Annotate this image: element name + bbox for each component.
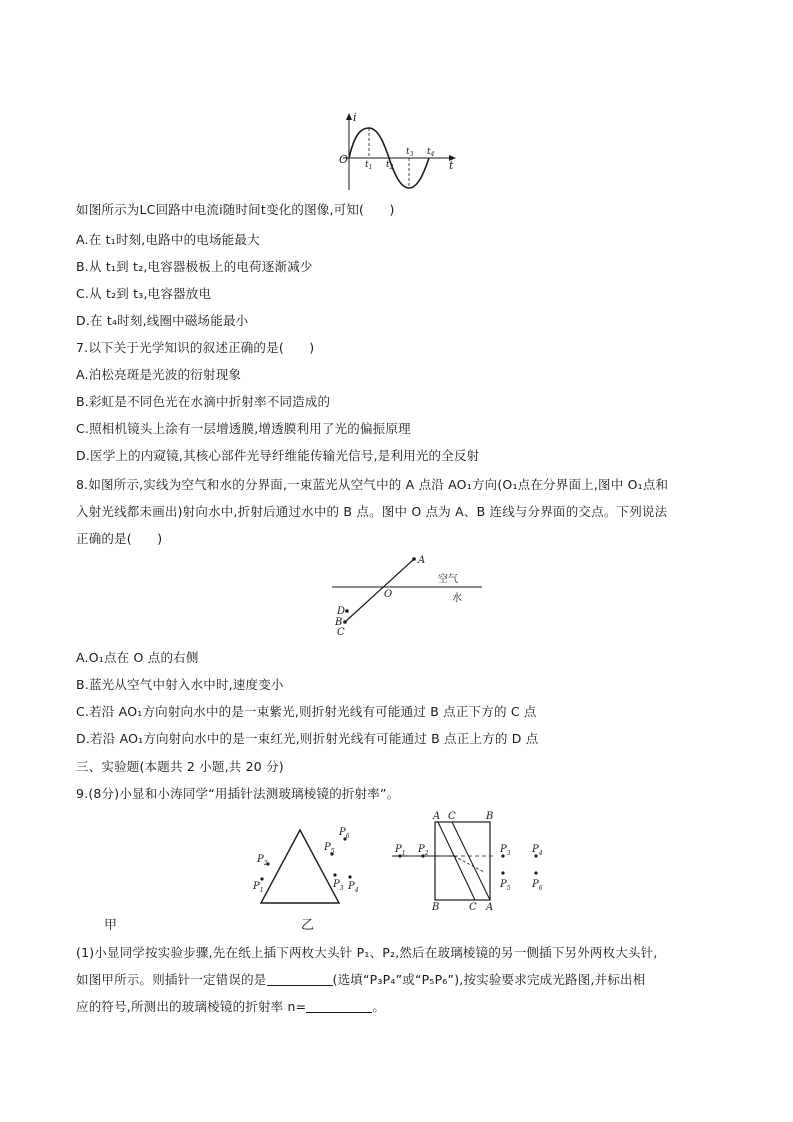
- answer-blank-1[interactable]: [267, 973, 333, 986]
- q7-option-a: A.泊松亮斑是光波的衍射现象: [76, 367, 242, 382]
- origin-label: O: [339, 153, 349, 166]
- q9-part1-line-3-text-b: 。: [372, 999, 386, 1014]
- figure-jia-triangle-prism: [250, 822, 370, 912]
- q9-part1-line-1: (1)小显同学按实验步骤,先在纸上插下两枚大头针 P₁、P₂,然后在玻璃棱镜的另一侧插下另外两枚大头针,: [76, 945, 658, 960]
- refraction-figure: [328, 552, 498, 642]
- point-a-label: A: [418, 555, 426, 566]
- point-b-dot: [343, 620, 347, 624]
- tick-t1: $t_1$: [365, 160, 373, 171]
- tick-t3: $t_3$: [406, 147, 414, 158]
- lc-current-graph: [335, 110, 465, 196]
- q9-part1-line-2-text-a: 如图甲所示。则插针一定错误的是: [76, 972, 267, 987]
- pin-p5-label: $P_5$: [324, 842, 335, 855]
- pin-p3-label: $P_3$: [333, 879, 344, 892]
- i-axis-label: i: [353, 111, 357, 124]
- pin-p1-dot: [260, 877, 263, 880]
- water-label: 水: [452, 593, 462, 604]
- q8-option-a: A.O₁点在 O 点的右侧: [76, 650, 199, 665]
- point-d-label: D: [337, 606, 346, 617]
- point-o-label: O: [384, 589, 393, 600]
- q7-stem: 7.以下关于光学知识的叙述正确的是( ): [76, 340, 315, 355]
- corner-c-top: C: [448, 811, 456, 822]
- yi-pin-p1-label: $P_1$: [395, 844, 406, 857]
- corner-b-bottom: B: [432, 902, 440, 913]
- corner-a-top: A: [433, 811, 441, 822]
- q8-stem-line-1: 8.如图所示,实线为空气和水的分界面,一束蓝光从空气中的 A 点沿 AO₁方向(O₁点在分界面上,图中 O₁点和: [76, 477, 669, 492]
- pin-p1-label: $P_1$: [253, 881, 264, 894]
- q8-option-b: B.蓝光从空气中射入水中时,速度变小: [76, 677, 284, 692]
- q7-option-d: D.医学上的内窥镜,其核心部件光导纤维能传输光信号,是利用光的全反射: [76, 448, 480, 463]
- corner-c-bottom: C: [469, 902, 477, 913]
- point-b-label: B: [335, 617, 343, 628]
- corner-a-bottom: A: [486, 902, 494, 913]
- point-a-dot: [412, 557, 416, 561]
- pin-p4-dot: [348, 875, 351, 878]
- diagonal-ac-1: [438, 822, 475, 900]
- triangle-prism: [261, 830, 339, 903]
- q8-stem-line-2: 入射光线都未画出)射向水中,折射后通过水中的 B 点。图中 O 点为 A、B 连线与分界面的交点。下列说法: [76, 504, 668, 519]
- q7-option-b: B.彩虹是不同色光在水滴中折射率不同造成的: [76, 394, 331, 409]
- answer-blank-2[interactable]: [306, 1000, 372, 1013]
- q6-option-b: B.从 t₁到 t₂,电容器极板上的电荷逐渐减少: [76, 259, 313, 274]
- figure-yi-rectangular-prism: [390, 810, 565, 913]
- pin-p3-dot: [333, 873, 336, 876]
- pin-p6-dot: [534, 871, 537, 874]
- yi-pin-p6-label: $P_6$: [532, 879, 543, 892]
- pin-p5-dot: [501, 871, 504, 874]
- yi-pin-p2-label: $P_2$: [418, 844, 429, 857]
- q6-option-c: C.从 t₂到 t₃,电容器放电: [76, 286, 212, 301]
- yi-pin-p3-label: $P_3$: [500, 844, 511, 857]
- t-axis-label: t: [449, 159, 454, 172]
- figure-yi-caption: 乙: [301, 918, 315, 933]
- yi-pin-p4-label: $P_4$: [532, 844, 543, 857]
- pin-p2-label: $P_2$: [257, 854, 268, 867]
- air-label: 空气: [438, 574, 458, 585]
- q9-part1-line-2-text-b: (选填“P₃P₄”或“P₅P₆”),按实验要求完成光路图,并标出相: [332, 972, 646, 987]
- pin-p4-label: $P_4$: [348, 881, 359, 894]
- corner-b-top: B: [486, 811, 494, 822]
- diagonal-ac-2: [452, 822, 490, 900]
- tick-t4: $t_4$: [427, 147, 435, 158]
- q6-stem: 如图所示为LC回路中电流i随时间t变化的图像,可知( ): [76, 202, 395, 217]
- q9-stem: 9.(8分)小显和小涛同学“用插针法测玻璃棱镜的折射率”。: [76, 786, 400, 801]
- q6-option-a: A.在 t₁时刻,电路中的电场能最大: [76, 232, 260, 247]
- q8-option-c: C.若沿 AO₁方向射向水中的是一束紫光,则折射光线有可能通过 B 点正下方的 C 点: [76, 704, 537, 719]
- line-ab: [345, 559, 414, 622]
- point-d-dot: [345, 609, 349, 613]
- q9-part1-line-3-text-a: 应的符号,所测出的玻璃棱镜的折射率 n=: [76, 999, 307, 1014]
- q6-option-d: D.在 t₄时刻,线圈中磁场能最小: [76, 313, 249, 328]
- q8-option-d: D.若沿 AO₁方向射向水中的是一束红光,则折射光线有可能通过 B 点正上方的 D 点: [76, 731, 539, 746]
- tick-t2: $t_2$: [386, 160, 394, 171]
- q7-option-c: C.照相机镜头上涂有一层增透膜,增透膜利用了光的偏振原理: [76, 421, 411, 436]
- point-c-label: C: [337, 627, 345, 638]
- q9-part1-line-2: [76, 972, 645, 988]
- q8-stem-line-3: 正确的是( ): [76, 531, 163, 546]
- i-axis-arrow: [346, 113, 352, 120]
- q9-part1-line-3: [76, 999, 385, 1015]
- section-heading: 三、实验题(本题共 2 小题,共 20 分): [76, 759, 284, 774]
- figure-jia-caption: 甲: [104, 918, 118, 933]
- yi-pin-p5-label: $P_5$: [500, 879, 511, 892]
- pin-p6-label: $P_6$: [339, 827, 350, 840]
